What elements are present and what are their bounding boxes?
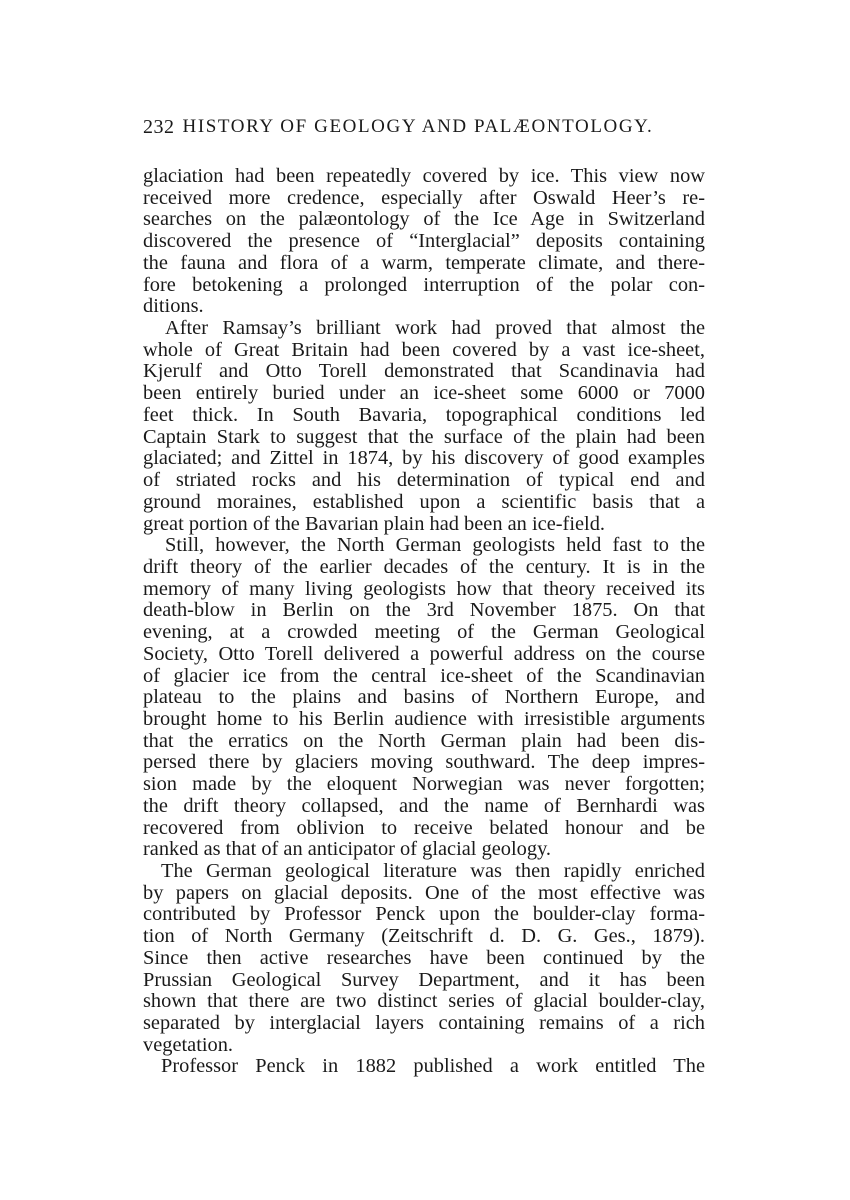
text-line: fore betokening a prolonged interruption of the polar con- — [143, 273, 705, 296]
text-line: Professor Penck in 1882 published a work entitled The — [161, 1055, 705, 1078]
text-line: shown that there are two distinct series of glacial boulder-clay, — [143, 990, 705, 1013]
text-line: The German geological literature was then rapidly enriched — [161, 860, 705, 882]
text-line: Still, however, the North German geologists held fast to the — [165, 534, 705, 557]
text-line: drift theory of the earlier decades of the century. It is in the — [143, 555, 705, 578]
body-text — [143, 166, 705, 1078]
text-line: contributed by Professor Penck upon the boulder-clay forma- — [143, 903, 705, 926]
text-line: Prussian Geological Survey Department, and it has been — [143, 968, 705, 991]
text-line: Kjerulf and Otto Torell demonstrated that Scandinavia had — [143, 360, 705, 383]
text-line: glaciation had been repeatedly covered by ice. This view now — [143, 165, 705, 187]
text-line: sion made by the eloquent Norwegian was never forgotten; — [143, 773, 705, 796]
running-title: HISTORY OF GEOLOGY AND PALÆONTOLOGY. — [182, 116, 654, 137]
text-line: the fauna and flora of a warm, temperate climate, and there- — [143, 251, 705, 274]
text-line: plateau to the plains and basins of Northern Europe, and — [143, 686, 705, 709]
text-line: that the erratics on the North German plain had been dis- — [143, 729, 705, 752]
text-line: vegetation. — [143, 1033, 234, 1056]
text-line: the drift theory collapsed, and the name of Bernhardi was — [143, 794, 705, 817]
text-line: been entirely buried under an ice-sheet some 6000 or 7000 — [143, 382, 705, 405]
text-line: Since then active researches have been continued by the — [143, 946, 705, 969]
text-line: Society, Otto Torell delivered a powerful address on the course — [143, 642, 705, 665]
text-line: tion of North Germany (Zeitschrift d. D. G. Ges., 1879). — [143, 925, 705, 948]
text-line: of striated rocks and his determination of typical end and — [143, 469, 705, 492]
text-line: recovered from oblivion to receive belated honour and be — [143, 816, 705, 839]
running-head — [143, 116, 703, 139]
text-line: persed there by glaciers moving southward. The deep impres- — [143, 751, 705, 774]
text-line: memory of many living geologists how that theory received its — [143, 577, 705, 600]
page-number: 232 — [143, 116, 175, 138]
text-line: ground moraines, established upon a scientific basis that a — [143, 490, 705, 513]
text-line: ranked as that of an anticipator of glacial geology. — [143, 838, 552, 861]
text-line: After Ramsay’s brilliant work had proved that almost the — [165, 317, 705, 340]
text-line: evening, at a crowded meeting of the German Geological — [143, 621, 705, 644]
text-line: whole of Great Britain had been covered by a vast ice-sheet, — [143, 338, 705, 361]
text-line: discovered the presence of “Interglacial” deposits containing — [143, 230, 705, 253]
text-line: brought home to his Berlin audience with irresistible arguments — [143, 707, 705, 730]
text-line: received more credence, especially after Oswald Heer’s re- — [143, 186, 705, 209]
text-line: great portion of the Bavarian plain had been an ice-field. — [143, 512, 605, 535]
text-line: glaciated; and Zittel in 1874, by his discovery of good examples — [143, 447, 705, 470]
text-line: separated by interglacial layers containing remains of a rich — [143, 1012, 705, 1035]
text-line: feet thick. In South Bavaria, topographical conditions led — [143, 403, 705, 426]
text-line: by papers on glacial deposits. One of the most effective was — [143, 881, 705, 904]
text-line: ditions. — [143, 295, 204, 318]
text-line: Captain Stark to suggest that the surface of the plain had been — [143, 425, 705, 448]
text-line: of glacier ice from the central ice-sheet of the Scandinavian — [143, 664, 705, 687]
text-line: searches on the palæontology of the Ice Age in Switzerland — [143, 208, 705, 231]
text-line: death-blow in Berlin on the 3rd November 1875. On that — [143, 599, 705, 622]
